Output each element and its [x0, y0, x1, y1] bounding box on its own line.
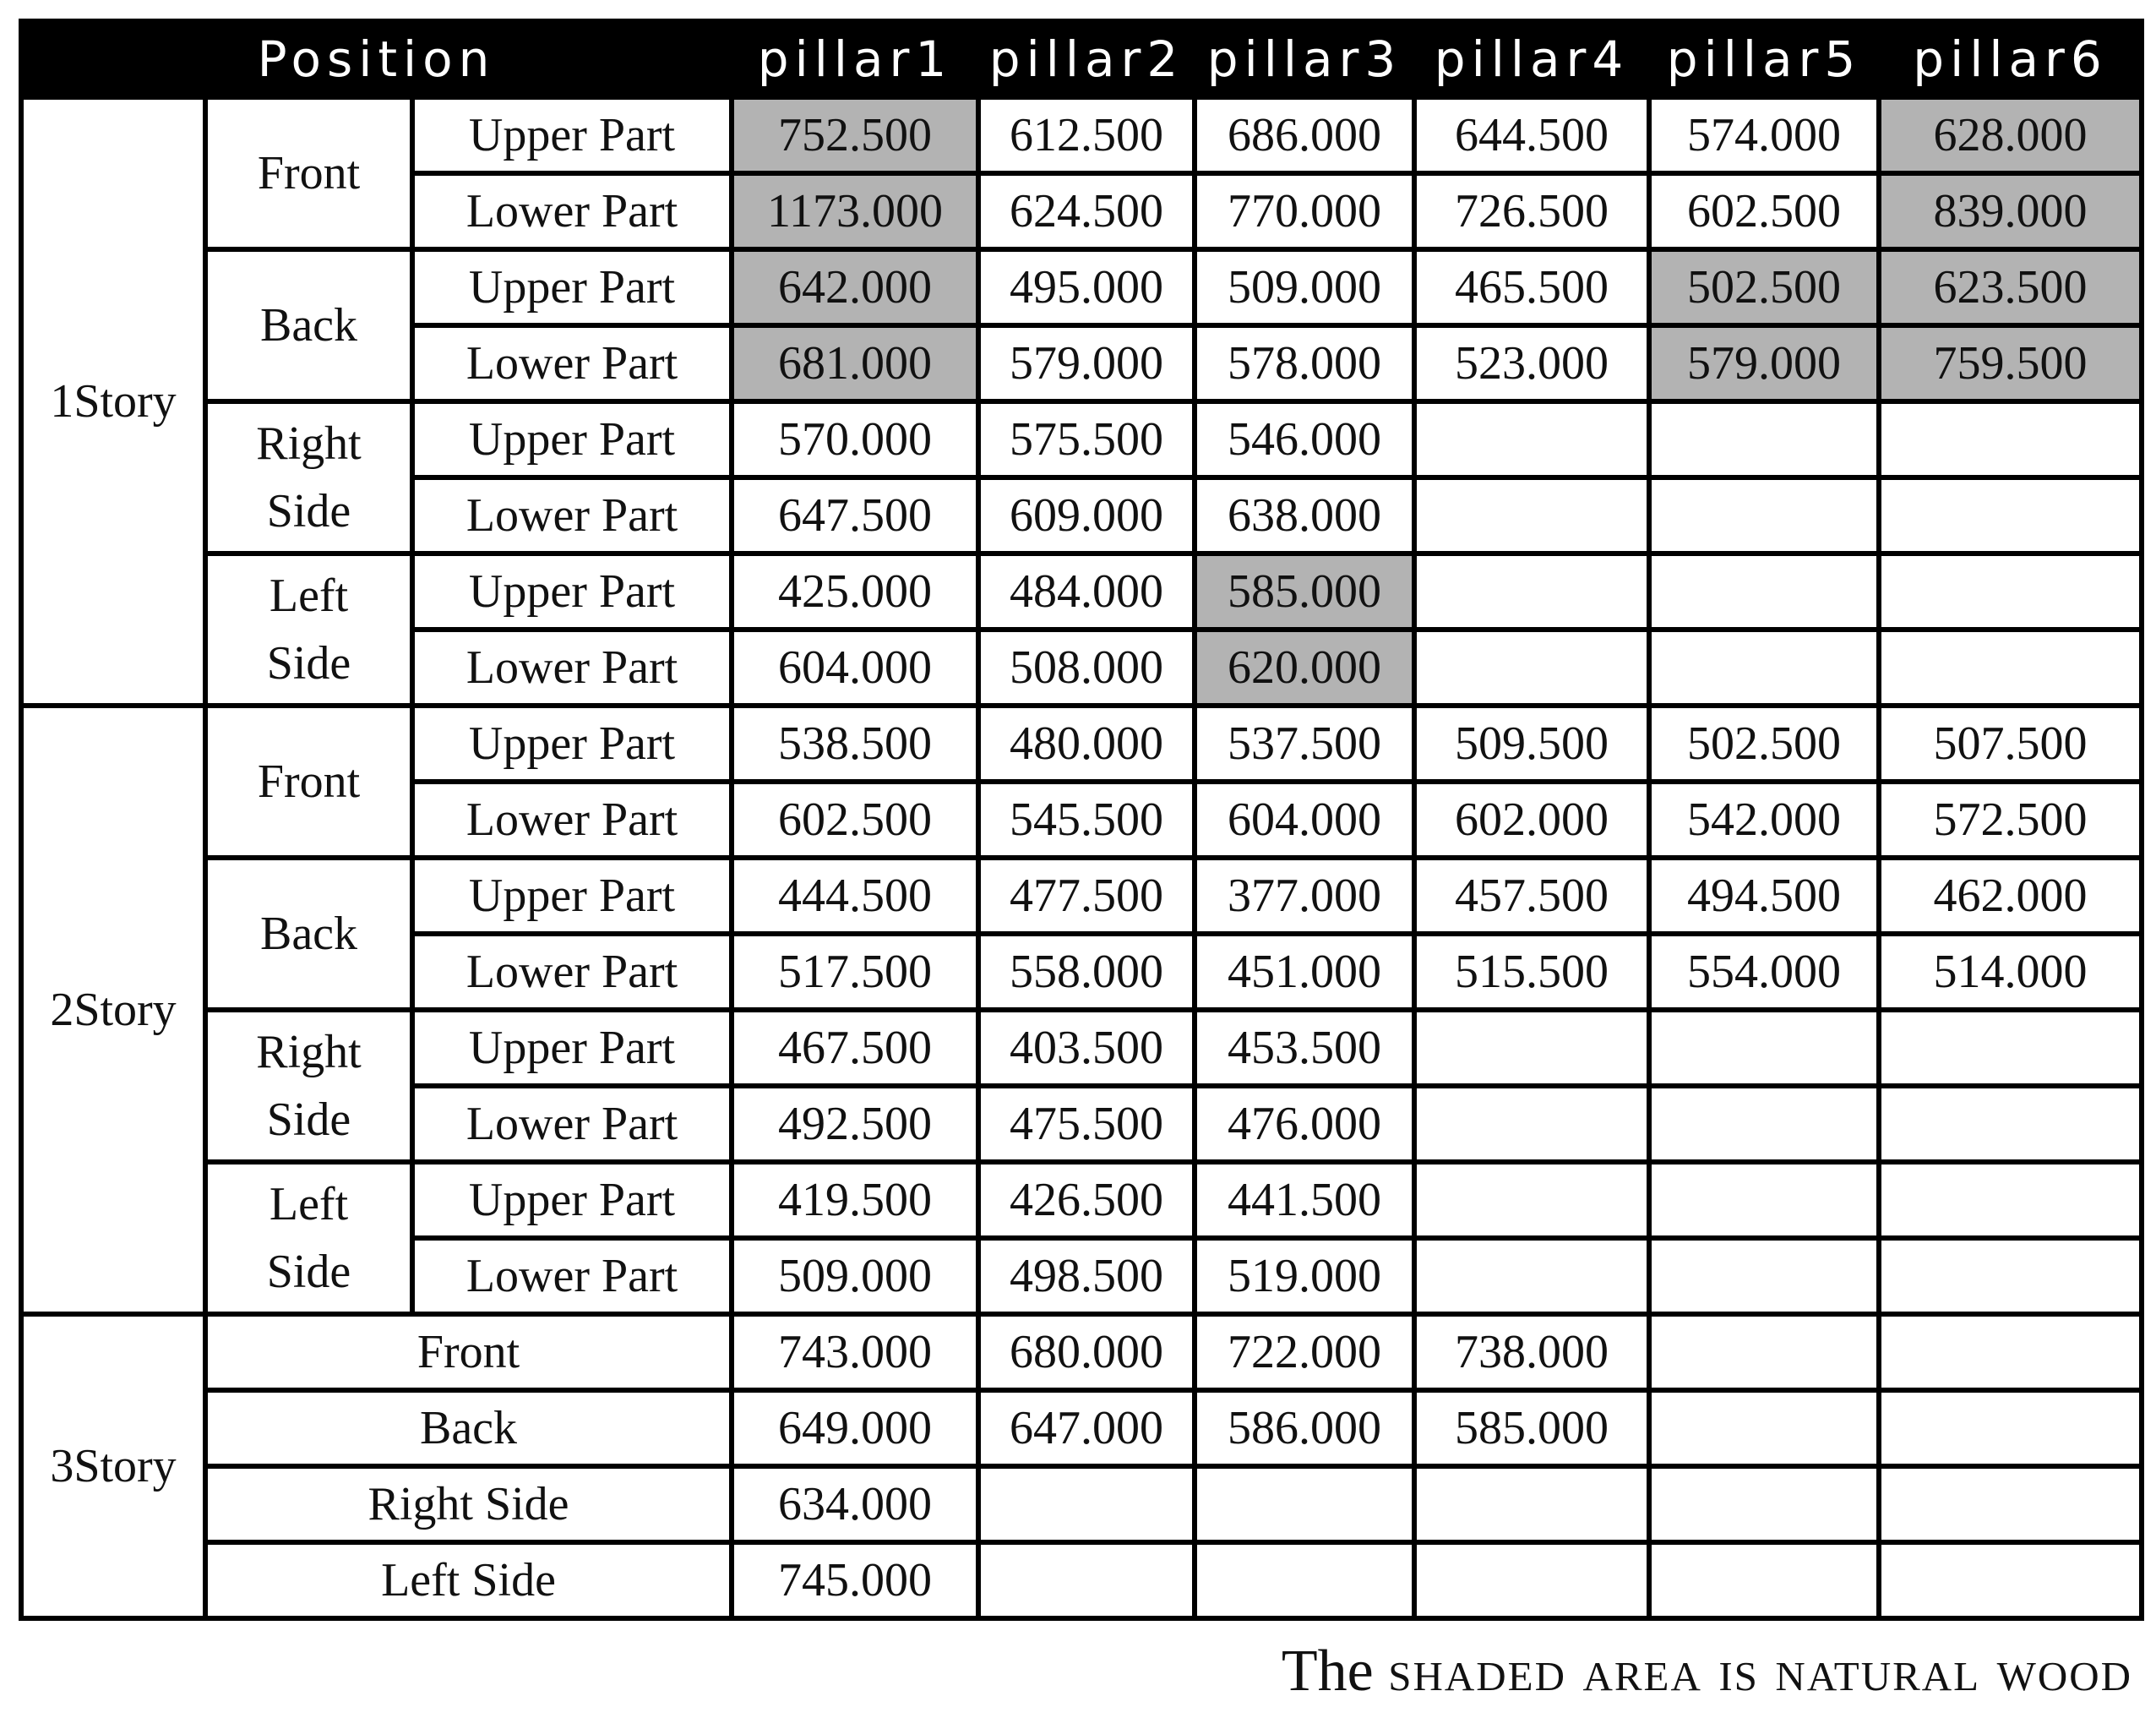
value-cell: 509.000	[732, 1238, 978, 1314]
value-cell: 602.500	[1649, 173, 1879, 249]
value-cell: 642.000	[732, 249, 978, 325]
value-cell	[1649, 1162, 1879, 1238]
value-cell	[1649, 477, 1879, 554]
value-cell: 586.000	[1195, 1390, 1414, 1466]
part-label: Upper Part	[412, 97, 732, 173]
side-label: Left Side	[205, 1542, 732, 1618]
pillar-header: pillar1	[732, 21, 978, 97]
value-cell: 770.000	[1195, 173, 1414, 249]
value-cell: 609.000	[978, 477, 1195, 554]
value-cell: 1173.000	[732, 173, 978, 249]
value-cell	[1195, 1466, 1414, 1542]
value-cell	[1879, 1238, 2142, 1314]
side-label-line: Side	[266, 1246, 351, 1298]
value-cell	[1879, 630, 2142, 706]
side-label	[205, 706, 412, 858]
value-cell	[1414, 1162, 1649, 1238]
table-row	[21, 1314, 2142, 1390]
value-cell: 634.000	[732, 1466, 978, 1542]
value-cell: 495.000	[978, 249, 1195, 325]
value-cell: 647.500	[732, 477, 978, 554]
value-cell: 441.500	[1195, 1162, 1414, 1238]
value-cell: 572.500	[1879, 782, 2142, 858]
pillar-header: pillar2	[978, 21, 1195, 97]
value-cell: 494.500	[1649, 858, 1879, 934]
value-cell: 477.500	[978, 858, 1195, 934]
side-label-line: Side	[266, 1094, 351, 1146]
value-cell: 839.000	[1879, 173, 2142, 249]
shaded-area-note	[1282, 1638, 2132, 1705]
value-cell	[1414, 1542, 1649, 1618]
value-cell: 612.500	[978, 97, 1195, 173]
part-label: Upper Part	[412, 1010, 732, 1086]
value-cell	[1414, 630, 1649, 706]
value-cell: 508.000	[978, 630, 1195, 706]
side-label-line: Right	[256, 1026, 362, 1078]
value-cell: 604.000	[732, 630, 978, 706]
table-row	[21, 706, 2142, 782]
value-cell: 574.000	[1649, 97, 1879, 173]
value-cell: 519.000	[1195, 1238, 1414, 1314]
side-label-line: Left	[269, 570, 349, 622]
value-cell	[1879, 1390, 2142, 1466]
value-cell: 628.000	[1879, 97, 2142, 173]
table-body	[21, 97, 2142, 1618]
value-cell: 492.500	[732, 1086, 978, 1162]
side-label	[205, 858, 412, 1010]
value-cell: 759.500	[1879, 325, 2142, 401]
side-label	[205, 554, 412, 706]
pillar-header: pillar4	[1414, 21, 1649, 97]
value-cell: 743.000	[732, 1314, 978, 1390]
value-cell: 377.000	[1195, 858, 1414, 934]
value-cell: 403.500	[978, 1010, 1195, 1086]
position-header: Position	[21, 21, 732, 97]
part-label: Lower Part	[412, 782, 732, 858]
value-cell: 579.000	[1649, 325, 1879, 401]
value-cell: 425.000	[732, 554, 978, 630]
side-label	[205, 249, 412, 401]
value-cell: 453.500	[1195, 1010, 1414, 1086]
value-cell: 538.500	[732, 706, 978, 782]
value-cell: 638.000	[1195, 477, 1414, 554]
value-cell: 514.000	[1879, 934, 2142, 1010]
value-cell	[1879, 554, 2142, 630]
table-row	[21, 858, 2142, 934]
table-row	[21, 249, 2142, 325]
table-row	[21, 554, 2142, 630]
part-label: Lower Part	[412, 630, 732, 706]
value-cell: 585.000	[1195, 554, 1414, 630]
value-cell: 722.000	[1195, 1314, 1414, 1390]
part-label: Upper Part	[412, 858, 732, 934]
value-cell	[1879, 1314, 2142, 1390]
value-cell: 509.500	[1414, 706, 1649, 782]
value-cell	[1649, 1466, 1879, 1542]
part-label: Upper Part	[412, 401, 732, 477]
pillar-header: pillar5	[1649, 21, 1879, 97]
value-cell: 585.000	[1414, 1390, 1649, 1466]
value-cell	[978, 1466, 1195, 1542]
table-row	[21, 97, 2142, 173]
table-row	[21, 401, 2142, 477]
value-cell	[1649, 1542, 1879, 1618]
side-label-line: Front	[257, 147, 361, 199]
side-label-line: Front	[257, 755, 361, 808]
table-row	[21, 1390, 2142, 1466]
pillar-header: pillar6	[1879, 21, 2142, 97]
value-cell	[1879, 1466, 2142, 1542]
value-cell: 579.000	[978, 325, 1195, 401]
value-cell: 620.000	[1195, 630, 1414, 706]
value-cell	[1414, 1238, 1649, 1314]
part-label: Upper Part	[412, 1162, 732, 1238]
value-cell	[1414, 1086, 1649, 1162]
value-cell: 502.500	[1649, 706, 1879, 782]
part-label: Upper Part	[412, 249, 732, 325]
value-cell	[1649, 401, 1879, 477]
value-cell: 745.000	[732, 1542, 978, 1618]
value-cell: 507.500	[1879, 706, 2142, 782]
note-rest: shaded area is natural wood	[1388, 1639, 2132, 1704]
value-cell: 554.000	[1649, 934, 1879, 1010]
story-label: 3Story	[21, 1314, 205, 1618]
value-cell: 752.500	[732, 97, 978, 173]
side-label	[205, 97, 412, 249]
value-cell	[1649, 1390, 1879, 1466]
value-cell: 726.500	[1414, 173, 1649, 249]
part-label: Lower Part	[412, 173, 732, 249]
part-label: Lower Part	[412, 934, 732, 1010]
value-cell	[1879, 1162, 2142, 1238]
part-label: Lower Part	[412, 325, 732, 401]
value-cell: 680.000	[978, 1314, 1195, 1390]
part-label: Upper Part	[412, 706, 732, 782]
value-cell	[1649, 554, 1879, 630]
side-label-line: Side	[266, 637, 351, 690]
value-cell: 558.000	[978, 934, 1195, 1010]
pillar-header: pillar3	[1195, 21, 1414, 97]
side-label: Back	[205, 1390, 732, 1466]
value-cell: 537.500	[1195, 706, 1414, 782]
value-cell	[1649, 630, 1879, 706]
value-cell: 467.500	[732, 1010, 978, 1086]
side-label	[205, 1162, 412, 1314]
value-cell	[1195, 1542, 1414, 1618]
value-cell	[1879, 1542, 2142, 1618]
side-label-line: Left	[269, 1178, 349, 1230]
value-cell: 502.500	[1649, 249, 1879, 325]
value-cell: 686.000	[1195, 97, 1414, 173]
pillar-measurement-table	[19, 19, 2144, 1621]
value-cell: 647.000	[978, 1390, 1195, 1466]
value-cell: 419.500	[732, 1162, 978, 1238]
side-label	[205, 1010, 412, 1162]
value-cell: 444.500	[732, 858, 978, 934]
value-cell: 457.500	[1414, 858, 1649, 934]
story-label: 1Story	[21, 97, 205, 706]
table-row	[21, 1010, 2142, 1086]
value-cell: 509.000	[1195, 249, 1414, 325]
value-cell	[1879, 1086, 2142, 1162]
side-label: Front	[205, 1314, 732, 1390]
value-cell: 480.000	[978, 706, 1195, 782]
value-cell	[1414, 401, 1649, 477]
side-label: Right Side	[205, 1466, 732, 1542]
story-label: 2Story	[21, 706, 205, 1314]
part-label: Lower Part	[412, 477, 732, 554]
value-cell	[978, 1542, 1195, 1618]
part-label: Upper Part	[412, 554, 732, 630]
value-cell: 523.000	[1414, 325, 1649, 401]
table-row	[21, 1542, 2142, 1618]
value-cell: 578.000	[1195, 325, 1414, 401]
value-cell: 649.000	[732, 1390, 978, 1466]
value-cell	[1879, 1010, 2142, 1086]
part-label: Lower Part	[412, 1238, 732, 1314]
side-label	[205, 401, 412, 554]
header-row	[21, 21, 2142, 97]
value-cell: 465.500	[1414, 249, 1649, 325]
value-cell: 517.500	[732, 934, 978, 1010]
side-label-line: Right	[256, 417, 362, 470]
value-cell	[1879, 401, 2142, 477]
value-cell: 623.500	[1879, 249, 2142, 325]
value-cell: 484.000	[978, 554, 1195, 630]
value-cell: 738.000	[1414, 1314, 1649, 1390]
value-cell: 545.500	[978, 782, 1195, 858]
value-cell: 624.500	[978, 173, 1195, 249]
value-cell	[1649, 1086, 1879, 1162]
value-cell	[1649, 1238, 1879, 1314]
value-cell: 542.000	[1649, 782, 1879, 858]
side-label-line: Back	[259, 908, 358, 960]
table-row	[21, 1466, 2142, 1542]
value-cell	[1414, 1010, 1649, 1086]
value-cell: 475.500	[978, 1086, 1195, 1162]
value-cell: 570.000	[732, 401, 978, 477]
value-cell	[1414, 1466, 1649, 1542]
value-cell: 604.000	[1195, 782, 1414, 858]
value-cell	[1414, 477, 1649, 554]
side-label-line: Back	[259, 299, 358, 352]
value-cell: 681.000	[732, 325, 978, 401]
note-lead: The	[1281, 1639, 1374, 1704]
value-cell: 476.000	[1195, 1086, 1414, 1162]
value-cell	[1649, 1010, 1879, 1086]
value-cell: 426.500	[978, 1162, 1195, 1238]
part-label: Lower Part	[412, 1086, 732, 1162]
table-row	[21, 1162, 2142, 1238]
value-cell	[1649, 1314, 1879, 1390]
value-cell: 498.500	[978, 1238, 1195, 1314]
value-cell	[1414, 554, 1649, 630]
side-label-line: Side	[266, 485, 351, 537]
value-cell: 515.500	[1414, 934, 1649, 1010]
value-cell: 602.000	[1414, 782, 1649, 858]
value-cell: 644.500	[1414, 97, 1649, 173]
value-cell: 602.500	[732, 782, 978, 858]
value-cell: 546.000	[1195, 401, 1414, 477]
value-cell: 462.000	[1879, 858, 2142, 934]
value-cell: 575.500	[978, 401, 1195, 477]
value-cell: 451.000	[1195, 934, 1414, 1010]
value-cell	[1879, 477, 2142, 554]
